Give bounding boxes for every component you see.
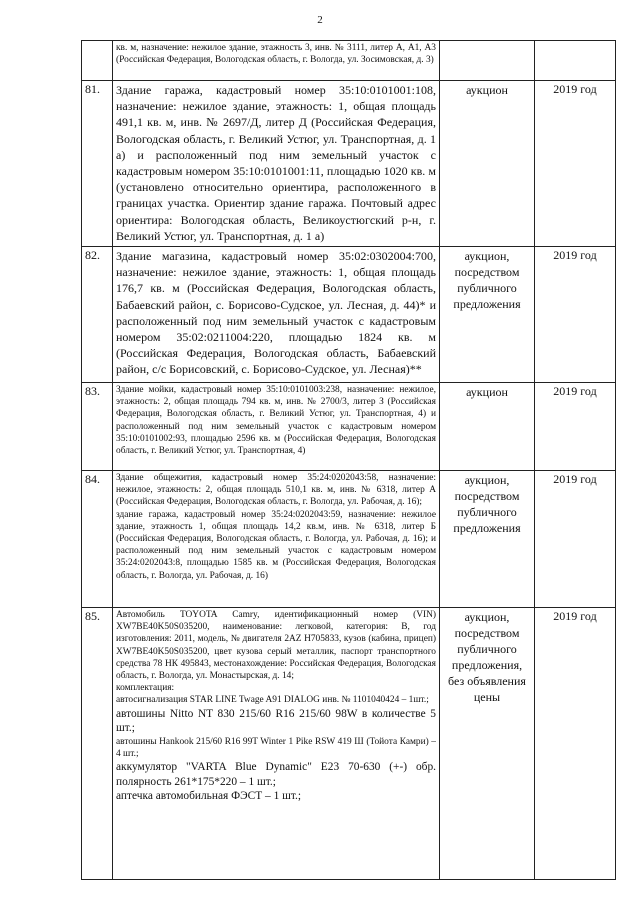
- row-description: [113, 471, 440, 608]
- row-description: [113, 608, 440, 880]
- row-sale-method: аукцион, посредством публичного предложения, без объявления цены: [440, 608, 535, 880]
- row-description: Здание мойки, кадастровый номер 35:10:0101003:238, назначение: нежилое, этажность: 2, общая площадь 794 кв. м, инв. № 2700/3, литер З (Российская Федерация, Вологодская область, г. Великий Устюг, ул. Транспортная, 4) и расположенный под ним земельный участок с кадастровым номером 35:10:0101002:93, площадью 2596 кв. м (Российская Федерация, Вологодская область, г. Великий Устюг, ул. Транспортная, 4): [113, 383, 440, 471]
- description-line: автошины Hankook 215/60 R16 99T Winter 1 Pike RSW 419 Ш (Тойота Камри) – 4 шт.;: [116, 736, 436, 759]
- row-year: [535, 41, 616, 81]
- row-number: 84.: [82, 471, 113, 608]
- description-line: автосигнализация STAR LINE Twage A91 DIALOG инв. № 1101040424 – 1шт.;: [116, 695, 429, 706]
- row-number: [82, 41, 113, 81]
- row-sale-method: аукцион: [440, 81, 535, 247]
- row-sale-method: аукцион, посредством публичного предложения: [440, 247, 535, 383]
- row-number: 83.: [82, 383, 113, 471]
- table-row: [82, 471, 616, 608]
- table-row: [82, 41, 616, 81]
- table-row: [82, 383, 616, 471]
- row-number: 85.: [82, 608, 113, 880]
- row-sale-method: [440, 41, 535, 81]
- row-number: 81.: [82, 81, 113, 247]
- row-description: кв. м, назначение: нежилое здание, этажность 3, инв. № 3111, литер А, А1, А3 (Российская Федерация, Вологодская область, г. Вологда, ул. Зосимовская, д. 3): [113, 41, 440, 81]
- row-year: 2019 год: [535, 383, 616, 471]
- row-year: 2019 год: [535, 608, 616, 880]
- description-line: комплектация:: [116, 683, 175, 694]
- row-description: Здание магазина, кадастровый номер 35:02:0302004:700, назначение: нежилое здание, этажность: 1, общая площадь 176,7 кв. м (Российская Федерация, Вологодская область, Бабаевский район, с. Борисово-Судское, ул. Лесная, д. 44)* и расположенный под ним земельный участок с кадастровым номером 35:02:0211004:220, площадью 1824 кв. м (Российская Федерация, Вологодская область, Бабаевский район, с/с Борисовский, с. Борисово-Судское, ул. Лесная)**: [113, 247, 440, 383]
- property-table: [81, 40, 616, 880]
- description-line: Здание общежития, кадастровый номер 35:24:0202043:58, назначение: нежилое, этажность: 2, общая площадь 510,1 кв. м, инв. № 6318, литер А (Российская Федерация, Вологодская область, г. Вологда, ул. Рабочая, д. 16);: [116, 473, 436, 508]
- table-row: [82, 81, 616, 247]
- row-sale-method: аукцион: [440, 383, 535, 471]
- table-row: [82, 247, 616, 383]
- row-number: 82.: [82, 247, 113, 383]
- description-line: Автомобиль TOYOTA Camry, идентификационный номер (VIN) XW7BE40K50S035200, наименование: легковой, категория: В, год изготовления: 2011, модель, № двигателя 2AZ H705833, кузов (кабина, прицеп) XW7BE40K50S035200, цвет кузова серый металлик, паспорт транспортного средства 78 НК 495843, местонахождение: Российская Федерация, Вологодская область, г. Вологда, ул. Монастырская, д. 14;: [116, 610, 436, 682]
- row-description: Здание гаража, кадастровый номер 35:10:0101001:108, назначение: нежилое здание, этажность: 1, общая площадь 491,1 кв. м, инв. № 2697/Д, литер Д (Российская Федерация, Вологодская область, г. Великий Устюг, ул. Транспортная, д. 1 а) и расположенный под ним земельный участок с кадастровым номером 35:10:0101001:11, площадью 1020 кв. м (установлено относительно ориентира, расположенного в границах участка. Ориентир здание гаража. Почтовый адрес ориентира: Вологодская область, Великоустюгский р-н, г. Великий Устюг, ул. Транспортная, д. 1 а): [113, 81, 440, 247]
- page-number: 2: [317, 14, 323, 26]
- row-year: 2019 год: [535, 81, 616, 247]
- row-year: 2019 год: [535, 247, 616, 383]
- row-sale-method: аукцион, посредством публичного предложения: [440, 471, 535, 608]
- row-year: 2019 год: [535, 471, 616, 608]
- description-line: здание гаража, кадастровый номер 35:24:0202043:59, назначение: нежилое здание, этажность 1, общая площадь 14,2 кв.м, инв. № 6318, литер Б (Российская Федерация, Вологодская область, г. Вологда, ул. Рабочая, д. 16); и расположенный под ним земельный участок с кадастровым номером 35:24:0202043:8, площадью 1585 кв. м (Российская Федерация, Вологодская область, г. Вологда, ул. Рабочая, д. 16): [116, 509, 436, 581]
- description-line: аккумулятор "VARTA Blue Dynamic" E23 70-630 (+-) обр. полярность 261*175*220 – 1 шт.;: [116, 761, 436, 788]
- description-line: аптечка автомобильная ФЭСТ – 1 шт.;: [116, 790, 302, 803]
- table-row: [82, 608, 616, 880]
- description-line: автошины Nitto NT 830 215/60 R16 215/60 98W в количестве 5 шт.;: [116, 707, 436, 735]
